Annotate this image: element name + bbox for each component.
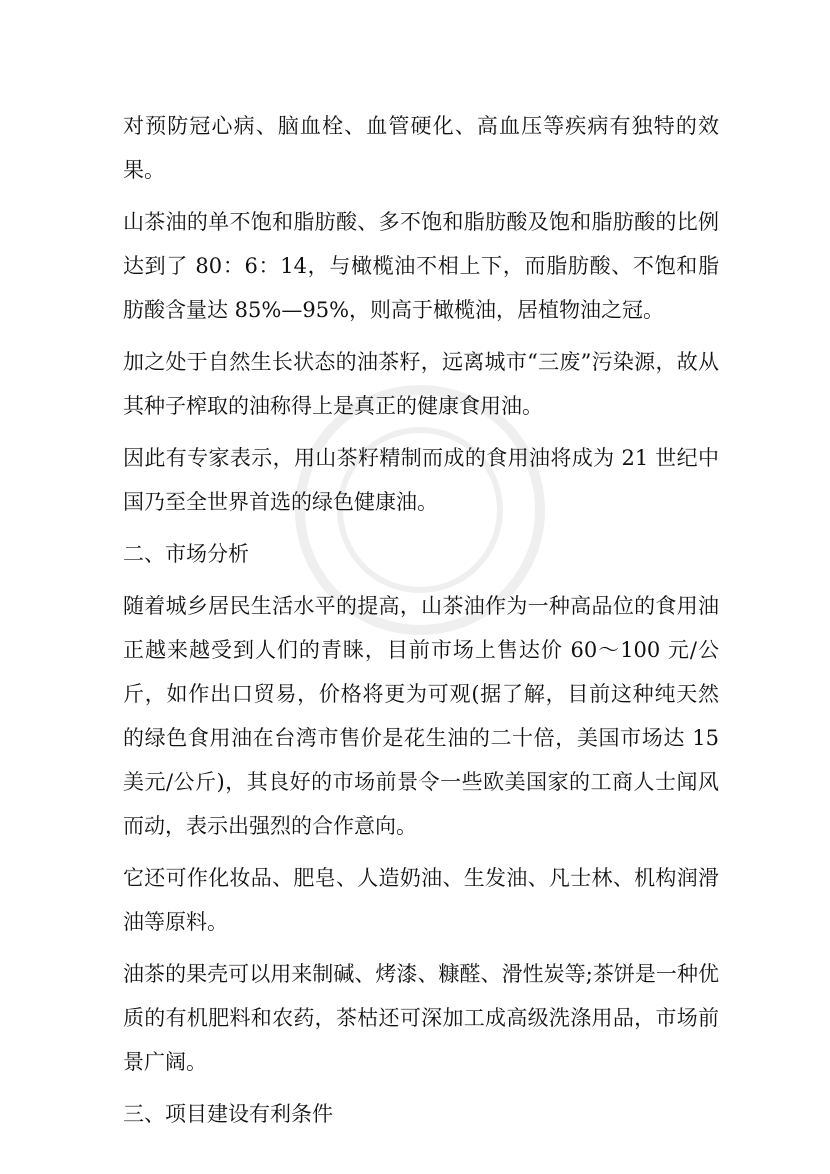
paragraph: 随着城乡居民生活水平的提高，山茶油作为一种高品位的食用油正越来越受到人们的青睐，目前市场上售达价 60～100 元/公斤，如作出口贸易，价格将更为可观(据了解，目前这种纯天然的绿色食用油在台湾市售价是花生油的二十倍，美国市场达 15 美元/公斤)，其良好的市场前景令一些欧美国家的工商人士闻风而动，表示出强烈的合作意向。 [123, 594, 719, 838]
section-heading-favorable-conditions: 三、项目建设有利条件 [123, 1102, 333, 1126]
paragraph: 它还可作化妆品、肥皂、人造奶油、生发油、凡士林、机构润滑油等原料。 [123, 866, 719, 934]
section-heading-market-analysis: 二、市场分析 [123, 542, 249, 566]
paragraph: 山茶油的单不饱和脂肪酸、多不饱和脂肪酸及饱和脂肪酸的比例达到了 80：6：14，与橄榄油不相上下，而脂肪酸、不饱和脂肪酸含量达 85%—95%，则高于橄榄油，居植物油之冠。 [123, 210, 719, 322]
paragraph: 加之处于自然生长状态的油茶籽，远离城市“三废”污染源，故从其种子榨取的油称得上是真正的健康食用油。 [123, 350, 719, 418]
paragraph: 对预防冠心病、脑血栓、血管硬化、高血压等疾病有独特的效果。 [123, 114, 719, 182]
paragraph: 因此有专家表示，用山茶籽精制而成的食用油将成为 21 世纪中国乃至全世界首选的绿色健康油。 [123, 446, 719, 514]
document-body [123, 104, 719, 1144]
paragraph: 油茶的果壳可以用来制碱、烤漆、糠醛、滑性炭等;茶饼是一种优质的有机肥料和农药，茶枯还可深加工成高级洗涤用品，市场前景广阔。 [123, 962, 719, 1074]
